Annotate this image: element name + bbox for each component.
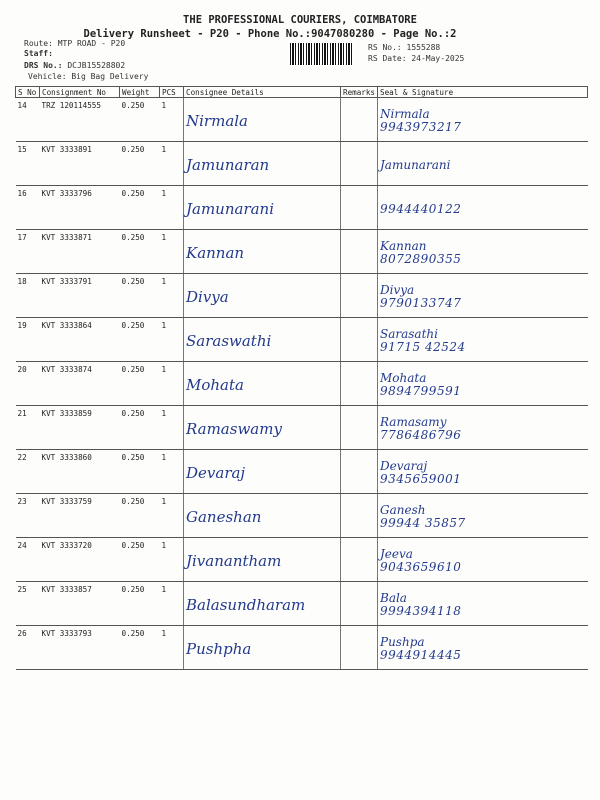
signature-phone: 9994394118: [380, 604, 462, 618]
consignment-number: KVT 3333793: [40, 626, 120, 670]
signature-name: Pushpa: [380, 635, 425, 649]
seal-signature: [378, 142, 588, 186]
runsheet-title: Delivery Runsheet - P20 - Phone No.:9047080280 - Page No.:2: [83, 28, 457, 40]
pieces-count: 1: [160, 142, 184, 186]
consignment-number: TRZ 120114555: [40, 98, 120, 142]
pieces-count: 1: [160, 362, 184, 406]
rs-date: RS Date: 24-May-2025: [368, 54, 465, 63]
consignee-name: Ramaswamy: [184, 406, 341, 450]
table-row: [16, 538, 588, 582]
drs-value: DCJB15528802: [67, 61, 126, 70]
remarks-cell: [341, 362, 378, 406]
table-row: [16, 318, 588, 362]
remarks-cell: [341, 274, 378, 318]
column-header: Seal & Signature: [378, 87, 588, 98]
serial-number: 16: [16, 186, 40, 230]
consignment-number: KVT 3333864: [40, 318, 120, 362]
serial-number: 26: [16, 626, 40, 670]
weight-value: 0.250: [120, 582, 160, 626]
serial-number: 24: [16, 538, 40, 582]
route-label: Route: MTP ROAD - P20: [24, 39, 126, 48]
delivery-table: [15, 86, 588, 670]
column-header: Consignee Details: [184, 87, 341, 98]
remarks-cell: [341, 450, 378, 494]
serial-number: 17: [16, 230, 40, 274]
table-row: [16, 274, 588, 318]
signature-phone: 8072890355: [380, 252, 462, 266]
serial-number: 18: [16, 274, 40, 318]
pieces-count: 1: [160, 98, 184, 142]
weight-value: 0.250: [120, 362, 160, 406]
consignee-name: Kannan: [184, 230, 341, 274]
consignment-number: KVT 3333720: [40, 538, 120, 582]
remarks-cell: [341, 406, 378, 450]
pieces-count: 1: [160, 450, 184, 494]
consignment-number: KVT 3333860: [40, 450, 120, 494]
column-header: S No: [16, 87, 40, 98]
table-body: [16, 98, 588, 670]
table-row: [16, 98, 588, 142]
drs-label: DRS No.:: [24, 61, 63, 70]
signature-name: Mohata: [380, 371, 427, 385]
staff-label: Staff:: [24, 49, 53, 58]
consignee-name: Nirmala: [184, 98, 341, 142]
serial-number: 22: [16, 450, 40, 494]
signature-name: Ganesh: [380, 503, 426, 517]
consignee-name: Jamunaran: [184, 142, 341, 186]
pieces-count: 1: [160, 626, 184, 670]
pieces-count: 1: [160, 494, 184, 538]
consignment-number: KVT 3333759: [40, 494, 120, 538]
signature-name: Divya: [380, 283, 415, 297]
serial-number: 14: [16, 98, 40, 142]
consignee-name: Devaraj: [184, 450, 341, 494]
column-header: Remarks: [341, 87, 378, 98]
table-row: [16, 230, 588, 274]
serial-number: 15: [16, 142, 40, 186]
seal-signature: [378, 98, 588, 142]
consignee-name: Jivanantham: [184, 538, 341, 582]
seal-signature: [378, 406, 588, 450]
seal-signature: [378, 274, 588, 318]
column-header: Consignment No: [40, 87, 120, 98]
seal-signature: [378, 362, 588, 406]
barcode: [290, 43, 354, 65]
signature-phone: 9943973217: [380, 120, 462, 134]
table-row: [16, 142, 588, 186]
pieces-count: 1: [160, 406, 184, 450]
remarks-cell: [341, 318, 378, 362]
weight-value: 0.250: [120, 450, 160, 494]
weight-value: 0.250: [120, 274, 160, 318]
weight-value: 0.250: [120, 98, 160, 142]
serial-number: 19: [16, 318, 40, 362]
signature-name: Devaraj: [380, 459, 428, 473]
serial-number: 25: [16, 582, 40, 626]
pieces-count: 1: [160, 318, 184, 362]
consignee-name: Mohata: [184, 362, 341, 406]
rs-number: RS No.: 1555288: [368, 43, 441, 52]
signature-name: Ramasamy: [380, 415, 447, 429]
signature-name: Jamunarani: [380, 157, 451, 172]
serial-number: 23: [16, 494, 40, 538]
pieces-count: 1: [160, 186, 184, 230]
signature-name: Bala: [380, 591, 407, 605]
signature-name: Sarasathi: [380, 327, 438, 341]
pieces-count: 1: [160, 274, 184, 318]
consignment-number: KVT 3333874: [40, 362, 120, 406]
table-header-row: [16, 87, 588, 98]
signature-phone: 7786486796: [380, 428, 462, 442]
remarks-cell: [341, 582, 378, 626]
drs-number: [24, 61, 125, 70]
table-row: [16, 626, 588, 670]
column-header: Weight: [120, 87, 160, 98]
pieces-count: 1: [160, 230, 184, 274]
table-row: [16, 494, 588, 538]
weight-value: 0.250: [120, 406, 160, 450]
seal-signature: [378, 230, 588, 274]
consignment-number: KVT 3333857: [40, 582, 120, 626]
consignee-name: Divya: [184, 274, 341, 318]
consignment-number: KVT 3333859: [40, 406, 120, 450]
weight-value: 0.250: [120, 494, 160, 538]
remarks-cell: [341, 98, 378, 142]
consignment-number: KVT 3333791: [40, 274, 120, 318]
signature-phone: 9043659610: [380, 560, 462, 574]
signature-phone: 9944914445: [380, 648, 462, 662]
seal-signature: [378, 318, 588, 362]
weight-value: 0.250: [120, 626, 160, 670]
remarks-cell: [341, 494, 378, 538]
serial-number: 20: [16, 362, 40, 406]
remarks-cell: [341, 626, 378, 670]
serial-number: 21: [16, 406, 40, 450]
consignment-number: KVT 3333891: [40, 142, 120, 186]
weight-value: 0.250: [120, 318, 160, 362]
consignee-name: Saraswathi: [184, 318, 341, 362]
seal-signature: [378, 626, 588, 670]
consignee-name: Pushpha: [184, 626, 341, 670]
table-row: [16, 450, 588, 494]
seal-signature: [378, 186, 588, 230]
seal-signature: [378, 582, 588, 626]
weight-value: 0.250: [120, 230, 160, 274]
pieces-count: 1: [160, 582, 184, 626]
consignment-number: KVT 3333871: [40, 230, 120, 274]
signature-phone: 9944440122: [380, 201, 462, 216]
signature-phone: 99944 35857: [380, 516, 466, 530]
remarks-cell: [341, 142, 378, 186]
signature-name: Nirmala: [380, 107, 430, 121]
signature-phone: 9894799591: [380, 384, 462, 398]
consignment-number: KVT 3333796: [40, 186, 120, 230]
consignee-name: Ganeshan: [184, 494, 341, 538]
company-title: THE PROFESSIONAL COURIERS, COIMBATORE: [183, 14, 417, 26]
table-row: [16, 362, 588, 406]
signature-name: Jeeva: [380, 547, 413, 561]
table-row: [16, 406, 588, 450]
signature-phone: 91715 42524: [380, 340, 466, 354]
table-row: [16, 582, 588, 626]
column-header: PCS: [160, 87, 184, 98]
seal-signature: [378, 450, 588, 494]
weight-value: 0.250: [120, 186, 160, 230]
signature-phone: 9790133747: [380, 296, 462, 310]
consignee-name: Balasundharam: [184, 582, 341, 626]
remarks-cell: [341, 538, 378, 582]
vehicle-label: Vehicle: Big Bag Delivery: [28, 72, 149, 81]
pieces-count: 1: [160, 538, 184, 582]
remarks-cell: [341, 186, 378, 230]
weight-value: 0.250: [120, 538, 160, 582]
remarks-cell: [341, 230, 378, 274]
signature-name: Kannan: [380, 239, 427, 253]
signature-phone: 9345659001: [380, 472, 462, 486]
table-row: [16, 186, 588, 230]
seal-signature: [378, 538, 588, 582]
weight-value: 0.250: [120, 142, 160, 186]
consignee-name: Jamunarani: [184, 186, 341, 230]
seal-signature: [378, 494, 588, 538]
